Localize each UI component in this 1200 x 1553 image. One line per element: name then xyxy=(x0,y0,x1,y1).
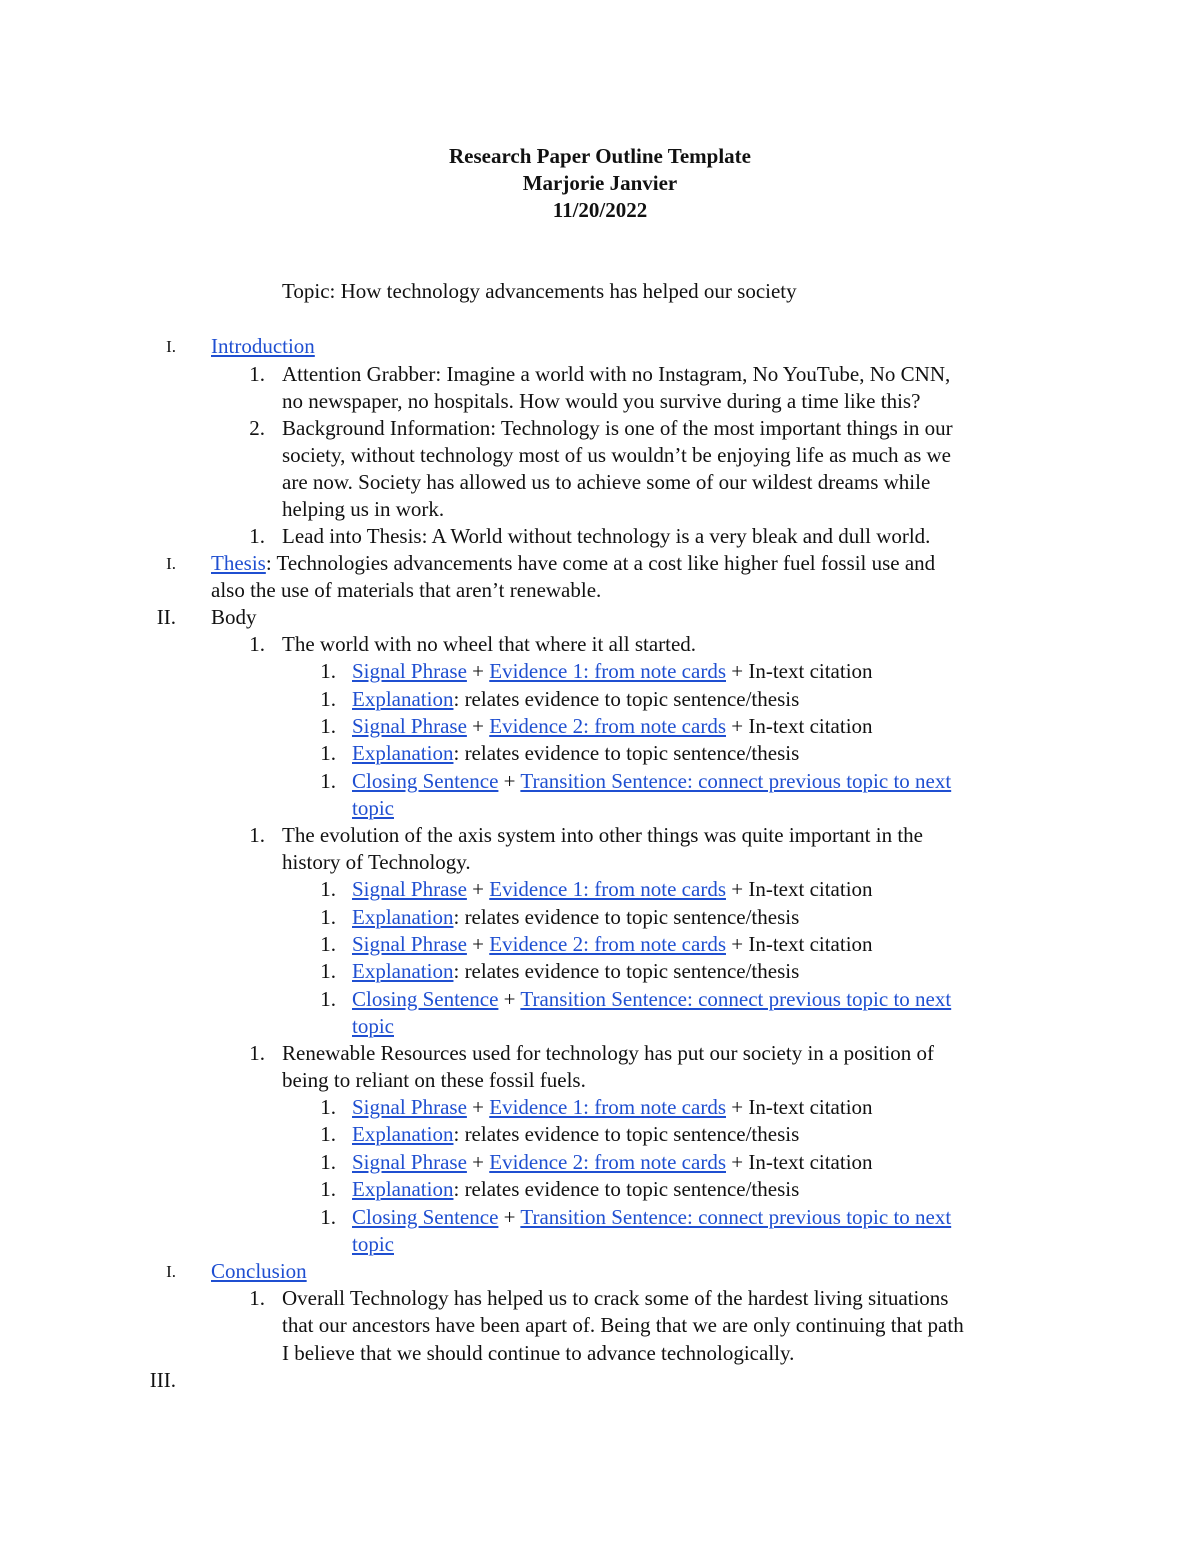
explanation-line: Explanation: relates evidence to topic sentence/thesis xyxy=(352,687,800,711)
explanation-line: Explanation: relates evidence to topic sentence/thesis xyxy=(352,1122,800,1146)
closing-line: Closing Sentence + Transition Sentence: connect previous topic to next xyxy=(352,1205,952,1229)
evidence-1-link[interactable]: Evidence 1: from note cards xyxy=(489,659,726,683)
background-info-line-3: are now. Society has allowed us to achieve some of our wildest dreams while xyxy=(282,470,931,494)
topic-link[interactable]: topic xyxy=(352,1232,394,1256)
explanation-link[interactable]: Explanation xyxy=(352,905,454,929)
conclusion-link[interactable]: Conclusion xyxy=(211,1259,307,1283)
closing-line-continued xyxy=(352,1013,394,1040)
introduction-link[interactable]: Introduction xyxy=(211,334,315,358)
body-paragraph-2-topic-line-1: The evolution of the axis system into other things was quite important in the xyxy=(282,823,923,847)
item-number: 1. xyxy=(320,1205,336,1229)
transition-sentence-link[interactable]: Transition Sentence: connect previous topic to next xyxy=(520,769,952,793)
body-heading: Body xyxy=(211,605,257,629)
conclusion-line-2: that our ancestors have been apart of. Being that we are only continuing that path xyxy=(282,1313,964,1337)
thesis-link[interactable]: Thesis xyxy=(211,551,266,575)
section-number-thesis: I. xyxy=(166,554,176,573)
item-number: 1. xyxy=(320,1095,336,1119)
evidence-line: Signal Phrase + Evidence 1: from note cards + In-text citation xyxy=(352,659,873,683)
section-number-introduction: I. xyxy=(166,337,176,356)
conclusion-line-3: I believe that we should continue to advance technologically. xyxy=(282,1341,795,1365)
item-number: 1. xyxy=(320,769,336,793)
evidence-line: Signal Phrase + Evidence 2: from note cards + In-text citation xyxy=(352,1150,873,1174)
lead-into-thesis: Lead into Thesis: A World without technology is a very bleak and dull world. xyxy=(282,524,931,548)
evidence-line: Signal Phrase + Evidence 1: from note cards + In-text citation xyxy=(352,1095,873,1119)
signal-phrase-link[interactable]: Signal Phrase xyxy=(352,1095,467,1119)
closing-sentence-link[interactable]: Closing Sentence xyxy=(352,1205,499,1229)
explanation-link[interactable]: Explanation xyxy=(352,687,454,711)
explanation-line: Explanation: relates evidence to topic sentence/thesis xyxy=(352,905,800,929)
item-number: 2. xyxy=(249,416,265,440)
background-info-line-2: society, without technology most of us wouldn’t be enjoying life as much as we xyxy=(282,443,951,467)
item-number: 1. xyxy=(249,632,265,656)
explanation-line: Explanation: relates evidence to topic sentence/thesis xyxy=(352,1177,800,1201)
topic-line: Topic: How technology advancements has helped our society xyxy=(282,279,797,303)
item-number: 1. xyxy=(320,1177,336,1201)
item-number: 1. xyxy=(320,714,336,738)
signal-phrase-link[interactable]: Signal Phrase xyxy=(352,877,467,901)
item-number: 1. xyxy=(320,1150,336,1174)
section-number-body: II. xyxy=(156,605,176,629)
signal-phrase-link[interactable]: Signal Phrase xyxy=(352,932,467,956)
closing-line-continued xyxy=(352,795,394,822)
item-number: 1. xyxy=(320,687,336,711)
item-number: 1. xyxy=(320,905,336,929)
evidence-1-link[interactable]: Evidence 1: from note cards xyxy=(489,877,726,901)
evidence-line: Signal Phrase + Evidence 1: from note cards + In-text citation xyxy=(352,877,873,901)
evidence-line: Signal Phrase + Evidence 2: from note cards + In-text citation xyxy=(352,932,873,956)
explanation-link[interactable]: Explanation xyxy=(352,959,454,983)
body-paragraph-1-topic: The world with no wheel that where it all started. xyxy=(282,632,697,656)
body-paragraph-2-topic-line-2: history of Technology. xyxy=(282,850,471,874)
body-paragraph-3-topic-line-1: Renewable Resources used for technology has put our society in a position of xyxy=(282,1041,935,1065)
signal-phrase-link[interactable]: Signal Phrase xyxy=(352,1150,467,1174)
item-number: 1. xyxy=(249,823,265,847)
item-number: 1. xyxy=(320,741,336,765)
explanation-link[interactable]: Explanation xyxy=(352,1177,454,1201)
item-number: 1. xyxy=(320,932,336,956)
document-title: Research Paper Outline Template xyxy=(449,144,751,168)
thesis-text: : Technologies advancements have come at a cost like higher fuel fossil use and xyxy=(265,551,936,575)
section-number-conclusion: I. xyxy=(166,1262,176,1281)
explanation-link[interactable]: Explanation xyxy=(352,1122,454,1146)
item-number: 1. xyxy=(320,1122,336,1146)
evidence-2-link[interactable]: Evidence 2: from note cards xyxy=(489,932,726,956)
thesis-line-1 xyxy=(211,550,935,577)
background-info-line-4: helping us in work. xyxy=(282,497,445,521)
thesis-line-2: also the use of materials that aren’t renewable. xyxy=(211,578,602,602)
evidence-2-link[interactable]: Evidence 2: from note cards xyxy=(489,1150,726,1174)
explanation-line: Explanation: relates evidence to topic sentence/thesis xyxy=(352,959,800,983)
transition-sentence-link[interactable]: Transition Sentence: connect previous topic to next xyxy=(520,1205,952,1229)
document-date: 11/20/2022 xyxy=(552,198,648,222)
item-number: 1. xyxy=(249,362,265,386)
closing-sentence-link[interactable]: Closing Sentence xyxy=(352,987,499,1011)
transition-sentence-link[interactable]: Transition Sentence: connect previous topic to next xyxy=(520,987,952,1011)
body-paragraph-3-topic-line-2: being to reliant on these fossil fuels. xyxy=(282,1068,586,1092)
section-number-empty: III. xyxy=(149,1368,176,1392)
attention-grabber-line-2: no newspaper, no hospitals. How would you survive during a time like this? xyxy=(282,389,921,413)
item-number: 1. xyxy=(320,987,336,1011)
closing-sentence-link[interactable]: Closing Sentence xyxy=(352,769,499,793)
conclusion-line-1: Overall Technology has helped us to crack some of the hardest living situations xyxy=(282,1286,949,1310)
signal-phrase-link[interactable]: Signal Phrase xyxy=(352,659,467,683)
evidence-line: Signal Phrase + Evidence 2: from note cards + In-text citation xyxy=(352,714,873,738)
item-number: 1. xyxy=(320,959,336,983)
introduction-heading xyxy=(211,333,315,360)
signal-phrase-link[interactable]: Signal Phrase xyxy=(352,714,467,738)
topic-link[interactable]: topic xyxy=(352,796,394,820)
explanation-line: Explanation: relates evidence to topic sentence/thesis xyxy=(352,741,800,765)
item-number: 1. xyxy=(249,1286,265,1310)
explanation-link[interactable]: Explanation xyxy=(352,741,454,765)
evidence-1-link[interactable]: Evidence 1: from note cards xyxy=(489,1095,726,1119)
closing-line: Closing Sentence + Transition Sentence: connect previous topic to next xyxy=(352,987,952,1011)
item-number: 1. xyxy=(249,1041,265,1065)
evidence-2-link[interactable]: Evidence 2: from note cards xyxy=(489,714,726,738)
background-info-line-1: Background Information: Technology is one of the most important things in our xyxy=(282,416,953,440)
conclusion-heading xyxy=(211,1258,307,1285)
attention-grabber-line-1: Attention Grabber: Imagine a world with no Instagram, No YouTube, No CNN, xyxy=(282,362,951,386)
topic-link[interactable]: topic xyxy=(352,1014,394,1038)
closing-line-continued xyxy=(352,1231,394,1258)
item-number: 1. xyxy=(320,877,336,901)
author-name: Marjorie Janvier xyxy=(522,171,678,195)
item-number: 1. xyxy=(249,524,265,548)
closing-line: Closing Sentence + Transition Sentence: connect previous topic to next xyxy=(352,769,952,793)
item-number: 1. xyxy=(320,659,336,683)
